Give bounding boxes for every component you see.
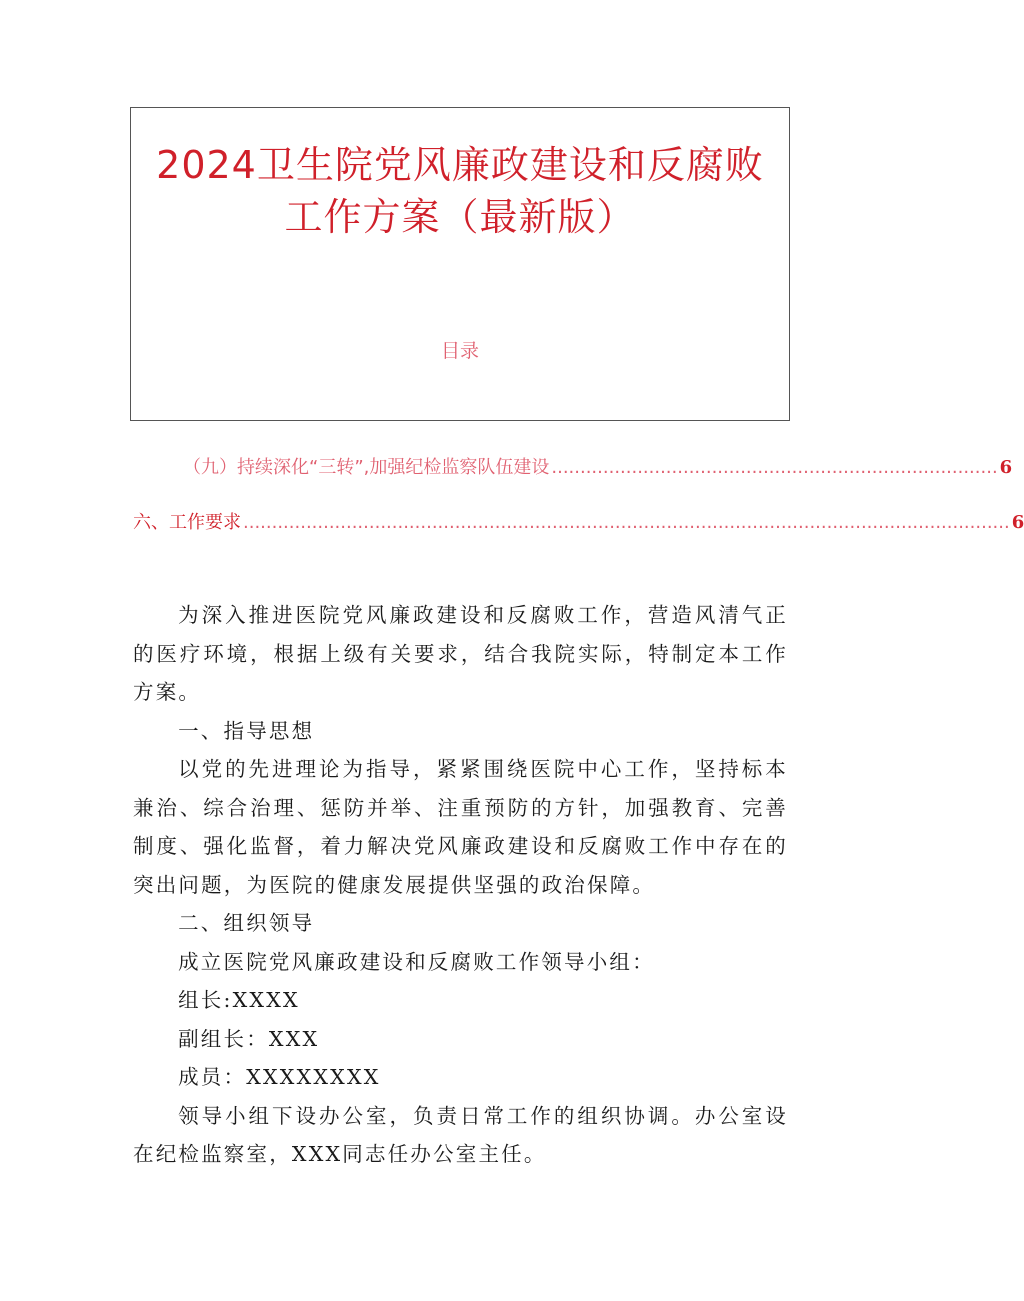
toc-page-number: 6 (999, 457, 1013, 478)
document-title-line-1: 2024卫生院党风廉政建设和反腐败 (156, 143, 764, 187)
section-heading-guiding-ideology: 一、指导思想 (178, 718, 315, 743)
toc-entry-9[interactable] (183, 453, 1013, 479)
document-body (133, 596, 788, 1174)
toc-entry-label: 六、工作要求 (133, 512, 241, 533)
guiding-ideology-paragraph: 以党的先进理论为指导，紧紧围绕医院中心工作，坚持标本兼治、综合治理、惩防并举、注重预防的方针，加强教育、完善制度、强化监督，着力解决党风廉政建设和反腐败工作中存在的突出问题，为医院的健康发展提供坚强的政治保障。 (133, 757, 788, 897)
office-paragraph: 领导小组下设办公室，负责日常工作的组织协调。办公室设在纪检监察室，XXX同志任办公室主任。 (133, 1103, 788, 1166)
title-box (130, 107, 790, 421)
group-leader-line: 组长:XXXX (178, 988, 300, 1012)
intro-paragraph: 为深入推进医院党风廉政建设和反腐败工作，营造风清气正的医疗环境，根据上级有关要求，结合我院实际，特制定本工作方案。 (133, 603, 788, 704)
leadership-group-paragraph: 成立医院党风廉政建设和反腐败工作领导小组： (178, 949, 655, 974)
deputy-leader-line: 副组长：XXX (178, 1026, 320, 1051)
toc-page-number: 6 (1011, 512, 1024, 533)
toc-entry-label: （九）持续深化“三转”,加强纪检监察队伍建设 (183, 457, 550, 478)
document-title-line-2: 工作方案（最新版） (284, 195, 636, 239)
members-line: 成员：XXXXXXXX (178, 1065, 381, 1089)
toc-leader-dots: ...................................................................................................................................... (243, 512, 1010, 533)
toc-leader-dots: .............................................................................. (551, 457, 998, 478)
section-heading-organization: 二、组织领导 (178, 911, 315, 935)
toc-heading: 目录 (440, 340, 479, 362)
toc-entry-work-requirements[interactable] (133, 508, 1024, 534)
